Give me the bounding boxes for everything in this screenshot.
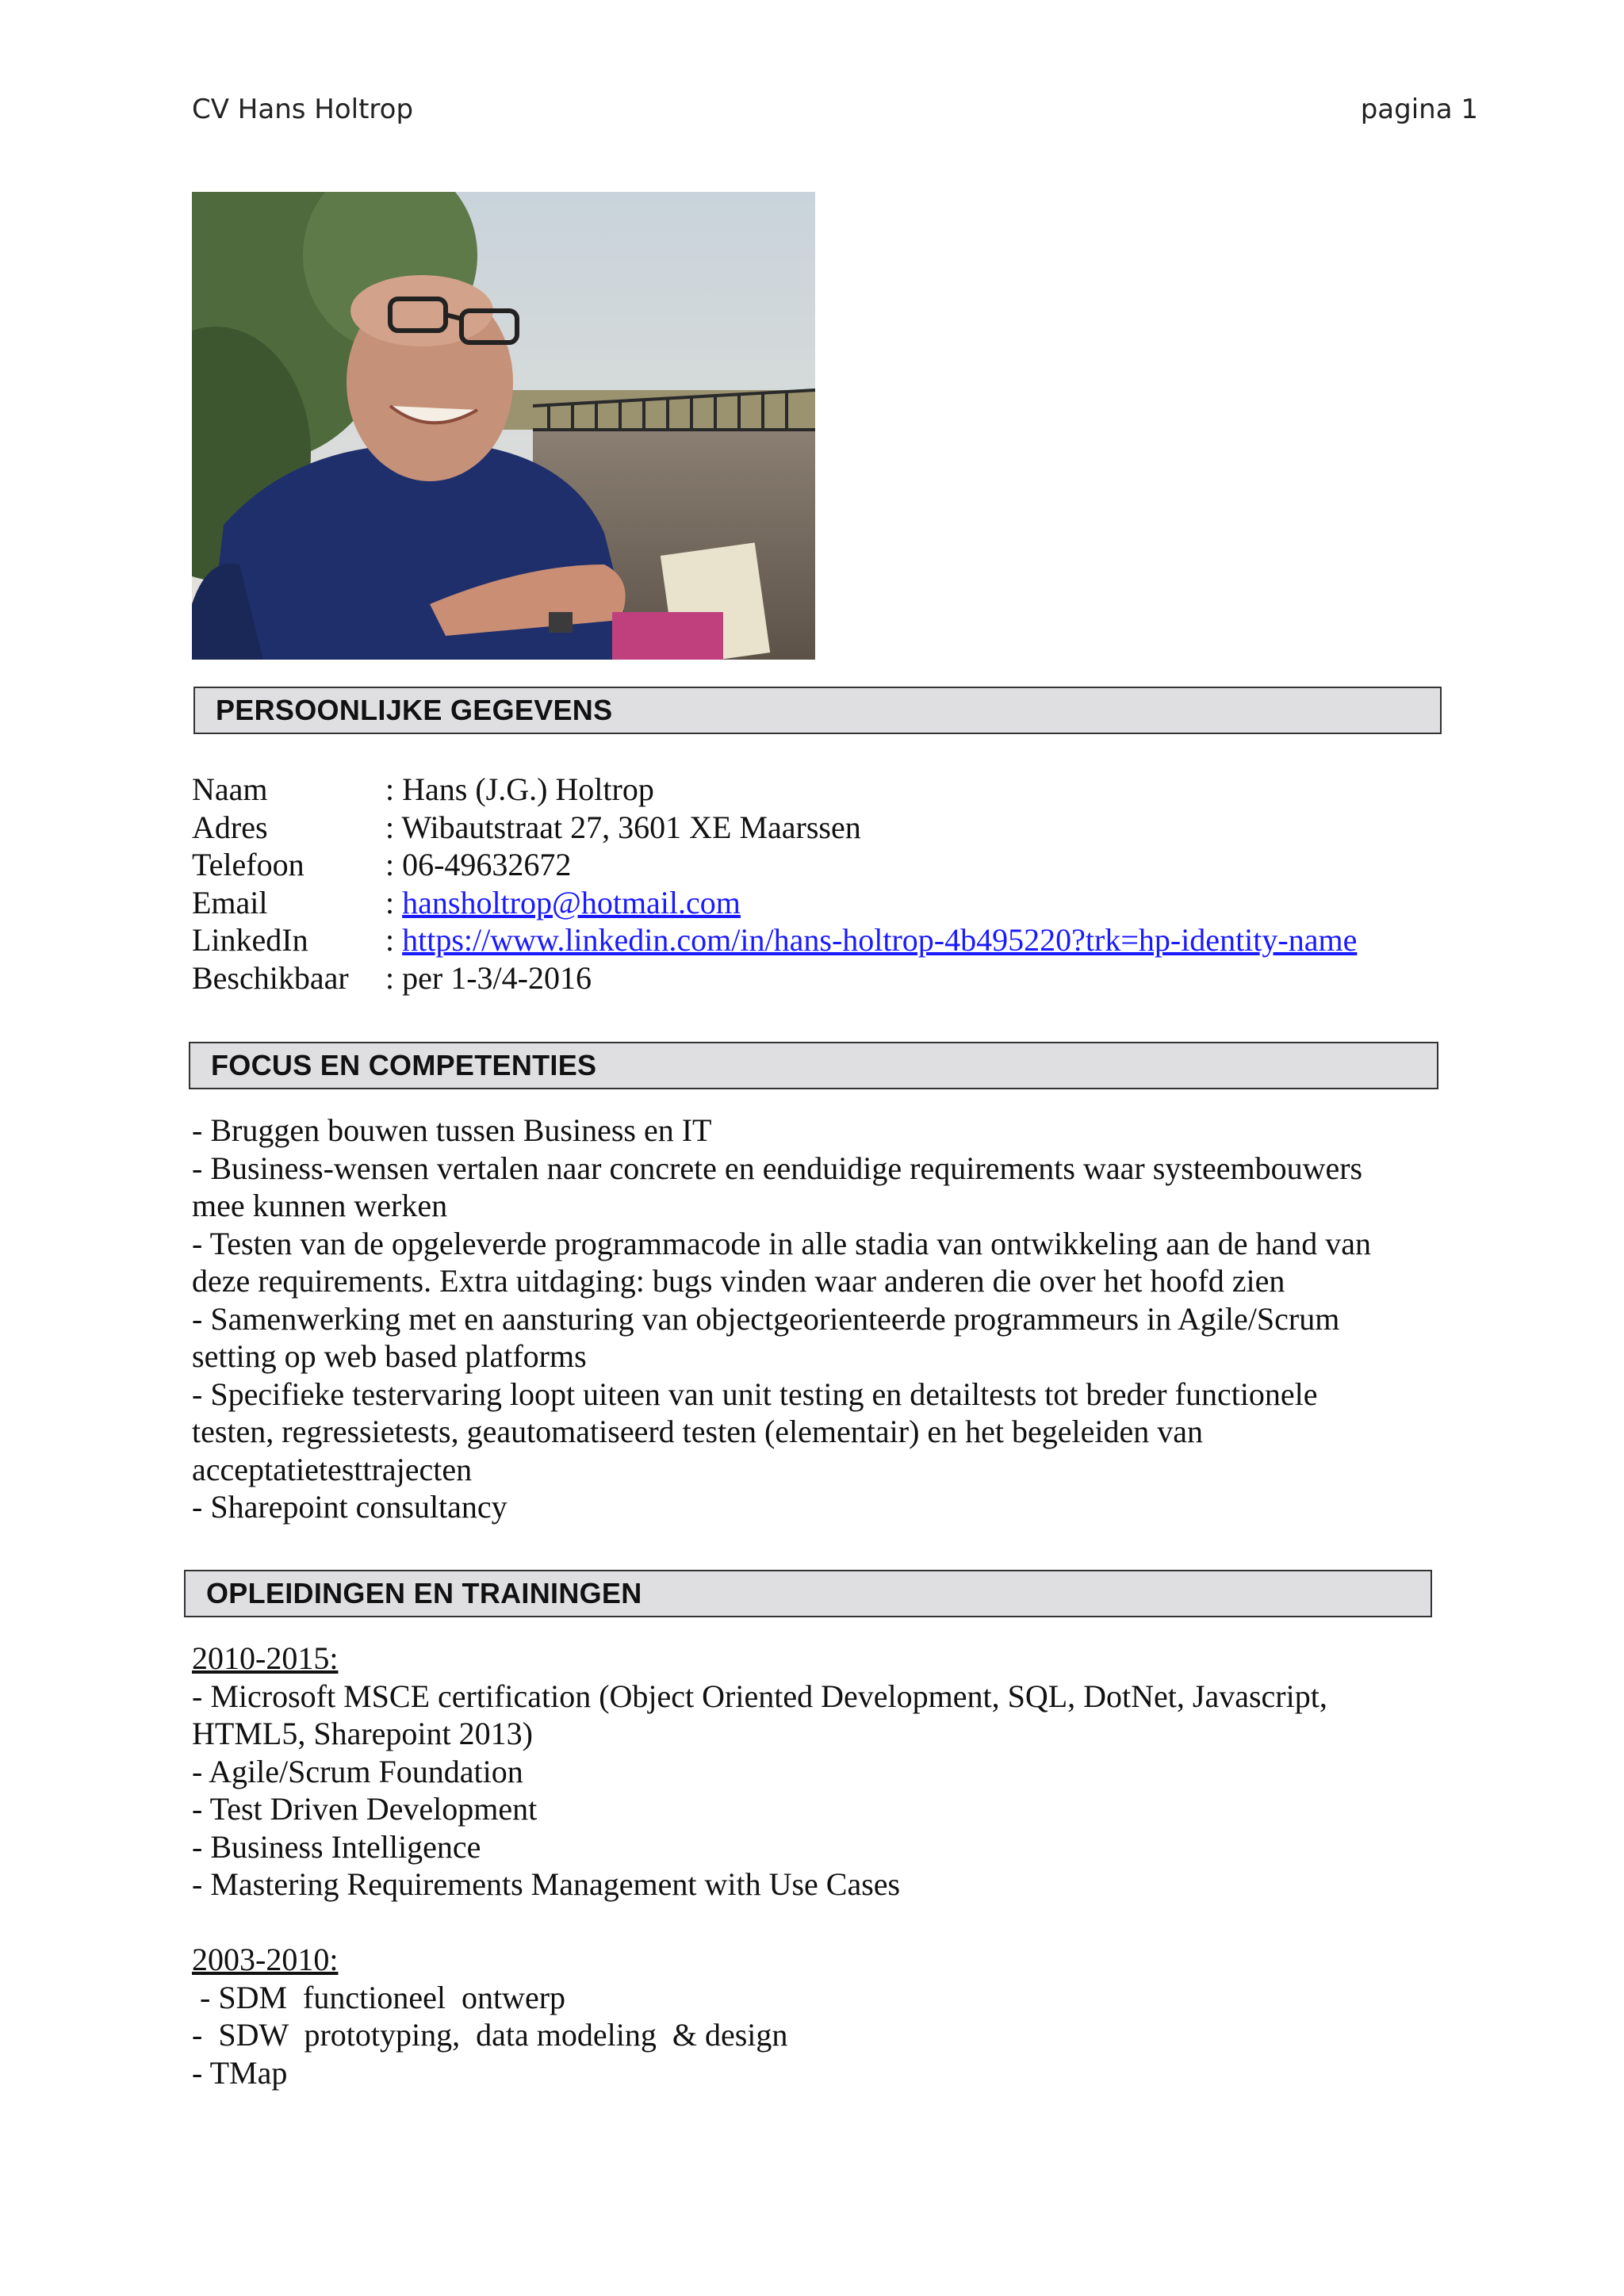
focus-line: - Samenwerking met en aansturing van objectgeorienteerde programmeurs in Agile/Scrum (192, 1300, 1340, 1337)
spacer (192, 1904, 1477, 1942)
education-period: 2010-2015: (192, 1640, 339, 1676)
focus-line: mee kunnen werken (192, 1188, 448, 1223)
info-row-naam (192, 771, 1357, 809)
focus-line: - Bruggen bouwen tussen Business en IT (192, 1112, 712, 1148)
focus-line: testen, regressietests, geautomatiseerd testen (elementair) en het begeleiden van (192, 1414, 1204, 1449)
info-value (385, 884, 741, 922)
education-item: - Agile/Scrum Foundation (192, 1753, 523, 1789)
section-focus-header: FOCUS EN COMPETENTIES (189, 1042, 1438, 1089)
education-item: - SDM functioneel ontwerp (192, 1979, 566, 2015)
education-item: - Test Driven Development (192, 1791, 538, 1827)
header-title: CV Hans Holtrop (192, 94, 414, 125)
education-item: HTML5, Sharepoint 2013) (192, 1716, 533, 1751)
info-row-telefoon (192, 846, 1357, 884)
info-label: Adres (192, 809, 268, 845)
personal-info (192, 771, 1357, 997)
education-list (192, 1640, 1477, 2091)
page-header (192, 94, 1478, 125)
info-label: Beschikbaar (192, 959, 349, 996)
info-label: Email (192, 884, 268, 920)
info-value: : Wibautstraat 27, 3601 XE Maarssen (385, 809, 861, 845)
focus-line: deze requirements. Extra uitdaging: bugs vinden waar anderen die over het hoofd zien (192, 1263, 1285, 1299)
info-label: Naam (192, 771, 268, 807)
info-row-linkedin (192, 921, 1357, 959)
info-prefix: : (385, 884, 403, 920)
focus-list (192, 1112, 1477, 1526)
section-education-header: OPLEIDINGEN EN TRAININGEN (184, 1570, 1432, 1617)
info-value (385, 921, 1357, 959)
education-item: - SDW prototyping, data modeling & design (192, 2017, 788, 2053)
email-link[interactable]: hansholtrop@hotmail.com (402, 884, 741, 920)
focus-line: - Business-wensen vertalen naar concrete en eenduidige requirements waar systeembouwers (192, 1150, 1363, 1186)
info-prefix: : (385, 922, 403, 958)
focus-line: setting op web based platforms (192, 1338, 587, 1374)
focus-line: - Specifieke testervaring loopt uiteen van unit testing en detailtests tot breder functionele (192, 1376, 1318, 1412)
education-item: - Microsoft MSCE certification (Object Oriented Development, SQL, DotNet, Javascript, (192, 1678, 1327, 1714)
info-value: : 06-49632672 (385, 847, 572, 882)
info-value: : per 1-3/4-2016 (385, 959, 592, 996)
info-row-beschikbaar (192, 959, 1357, 997)
profile-photo (192, 192, 815, 660)
focus-line: - Sharepoint consultancy (192, 1489, 508, 1525)
education-item: - TMap (192, 2054, 288, 2091)
info-label: Telefoon (192, 847, 304, 882)
info-label: LinkedIn (192, 922, 308, 958)
section-personal-header: PERSOONLIJKE GEGEVENS (193, 687, 1442, 734)
focus-line: - Testen van de opgeleverde programmacode in alle stadia van ontwikkeling aan de hand van (192, 1225, 1372, 1261)
focus-line: acceptatietesttrajecten (192, 1451, 473, 1487)
education-item: - Mastering Requirements Management with Use Cases (192, 1866, 901, 1902)
info-value: : Hans (J.G.) Holtrop (385, 771, 654, 807)
info-row-adres (192, 809, 1357, 847)
linkedin-link[interactable]: https://www.linkedin.com/in/hans-holtrop-4b495220?trk=hp-identity-name (402, 922, 1358, 958)
education-item: - Business Intelligence (192, 1828, 481, 1865)
page-number: pagina 1 (1360, 94, 1478, 125)
education-period: 2003-2010: (192, 1942, 339, 1977)
info-row-email (192, 884, 1357, 922)
